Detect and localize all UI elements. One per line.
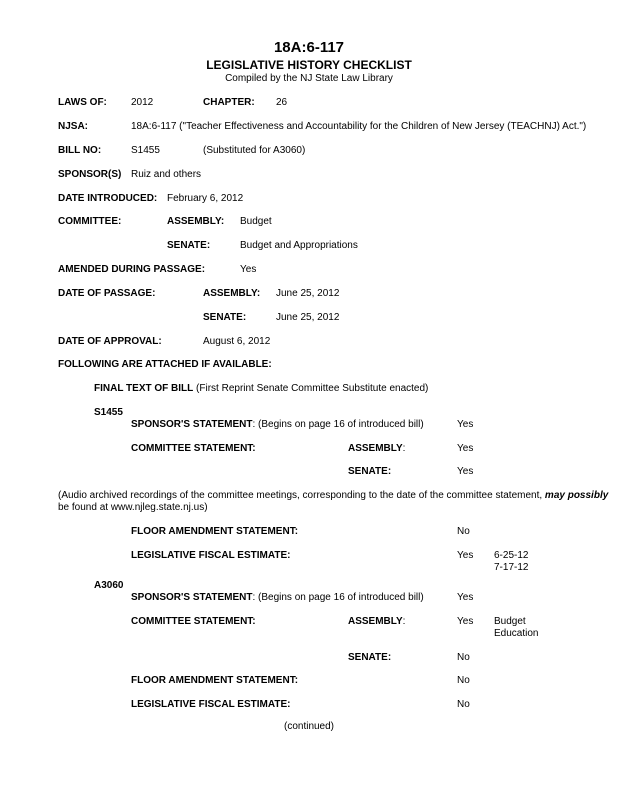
a3060-label: A3060 (94, 580, 124, 591)
a3060-assembly-committee-1: Budget (494, 616, 526, 627)
s1455-senate-label: SENATE: (348, 466, 392, 477)
document-code: 18A:6-117 (273, 39, 345, 56)
passage-senate-value: June 25, 2012 (276, 312, 340, 323)
a3060-assembly-committee-2: Education (494, 628, 539, 639)
a3060-fiscal-label: LEGISLATIVE FISCAL ESTIMATE: (131, 699, 291, 710)
laws-of-label: LAWS OF: (58, 97, 107, 108)
njsa-label: NJSA: (58, 121, 89, 132)
date-of-approval-value: August 6, 2012 (203, 336, 271, 347)
a3060-sponsor-label: SPONSOR'S STATEMENT (131, 592, 253, 603)
committee-senate-value: Budget and Appropriations (240, 240, 358, 251)
audio-note-text: (Audio archived recordings of the committee meetings, corresponding to the date of the committee statement, (58, 490, 545, 501)
bill-no-value: S1455 (131, 145, 160, 156)
a3060-assembly-value: Yes (457, 616, 474, 627)
passage-assembly-value: June 25, 2012 (276, 288, 340, 299)
sponsors-label: SPONSOR(S) (58, 169, 122, 180)
s1455-assembly-value: Yes (457, 443, 474, 454)
s1455-senate-value: Yes (457, 466, 474, 477)
committee-assembly-label: ASSEMBLY: (167, 216, 225, 227)
amended-label: AMENDED DURING PASSAGE: (58, 264, 206, 275)
audio-note-line2: be found at www.njleg.state.nj.us) (58, 502, 208, 513)
a3060-sponsor-note: : (Begins on page 16 of introduced bill) (252, 592, 424, 603)
a3060-sponsor-value: Yes (457, 592, 474, 603)
date-of-passage-label: DATE OF PASSAGE: (58, 288, 156, 299)
a3060-assembly-colon: : (402, 616, 406, 627)
date-introduced-value: February 6, 2012 (167, 193, 244, 204)
s1455-floor-value: No (457, 526, 470, 537)
passage-assembly-label: ASSEMBLY: (203, 288, 261, 299)
s1455-sponsor-value: Yes (457, 419, 474, 430)
audio-note-emphasis: may possibly (544, 490, 609, 501)
date-introduced-label: DATE INTRODUCED: (58, 193, 158, 204)
compiled-by: Compiled by the NJ State Law Library (225, 73, 393, 84)
sponsors-value: Ruiz and others (131, 169, 202, 180)
s1455-fiscal-date-2: 7-17-12 (494, 562, 529, 573)
passage-senate-label: SENATE: (203, 312, 247, 323)
document-title: LEGISLATIVE HISTORY CHECKLIST (206, 58, 412, 72)
s1455-sponsor-row (131, 419, 424, 431)
audio-note-line1 (58, 490, 608, 502)
a3060-sponsor-row (131, 592, 424, 604)
committee-label: COMMITTEE: (58, 216, 122, 227)
laws-of-value: 2012 (131, 97, 154, 108)
s1455-floor-label: FLOOR AMENDMENT STATEMENT: (131, 526, 299, 537)
njsa-value: 18A:6-117 ("Teacher Effectiveness and Accountability for the Children of New Jersey (TEACHNJ) Act.") (131, 121, 587, 132)
a3060-senate-label: SENATE: (348, 652, 392, 663)
final-text-note: (First Reprint Senate Committee Substitute enacted) (196, 383, 429, 394)
final-text-label: FINAL TEXT OF BILL (94, 383, 194, 394)
s1455-assembly-colon: : (402, 443, 406, 454)
continued-note: (continued) (283, 721, 335, 732)
committee-senate-label: SENATE: (167, 240, 211, 251)
s1455-fiscal-date-1: 6-25-12 (494, 550, 529, 561)
s1455-committee-label: COMMITTEE STATEMENT: (131, 443, 256, 454)
a3060-floor-value: No (457, 675, 470, 686)
a3060-committee-label: COMMITTEE STATEMENT: (131, 616, 256, 627)
s1455-assembly-label: ASSEMBLY (348, 443, 403, 454)
a3060-fiscal-value: No (457, 699, 470, 710)
attachments-heading: FOLLOWING ARE ATTACHED IF AVAILABLE: (58, 359, 272, 370)
final-text-row (94, 383, 428, 395)
a3060-floor-label: FLOOR AMENDMENT STATEMENT: (131, 675, 299, 686)
a3060-senate-value: No (457, 652, 470, 663)
a3060-assembly-row (348, 616, 405, 628)
date-of-approval-label: DATE OF APPROVAL: (58, 336, 162, 347)
s1455-sponsor-note: : (Begins on page 16 of introduced bill) (252, 419, 424, 430)
bill-no-label: BILL NO: (58, 145, 102, 156)
chapter-label: CHAPTER: (203, 97, 255, 108)
committee-assembly-value: Budget (240, 216, 272, 227)
a3060-assembly-label: ASSEMBLY (348, 616, 403, 627)
amended-value: Yes (240, 264, 257, 275)
s1455-fiscal-value: Yes (457, 550, 474, 561)
bill-no-substitution: (Substituted for A3060) (203, 145, 306, 156)
chapter-value: 26 (276, 97, 288, 108)
s1455-fiscal-label: LEGISLATIVE FISCAL ESTIMATE: (131, 550, 291, 561)
s1455-sponsor-label: SPONSOR'S STATEMENT (131, 419, 253, 430)
s1455-assembly-row (348, 443, 405, 455)
s1455-label: S1455 (94, 407, 123, 418)
